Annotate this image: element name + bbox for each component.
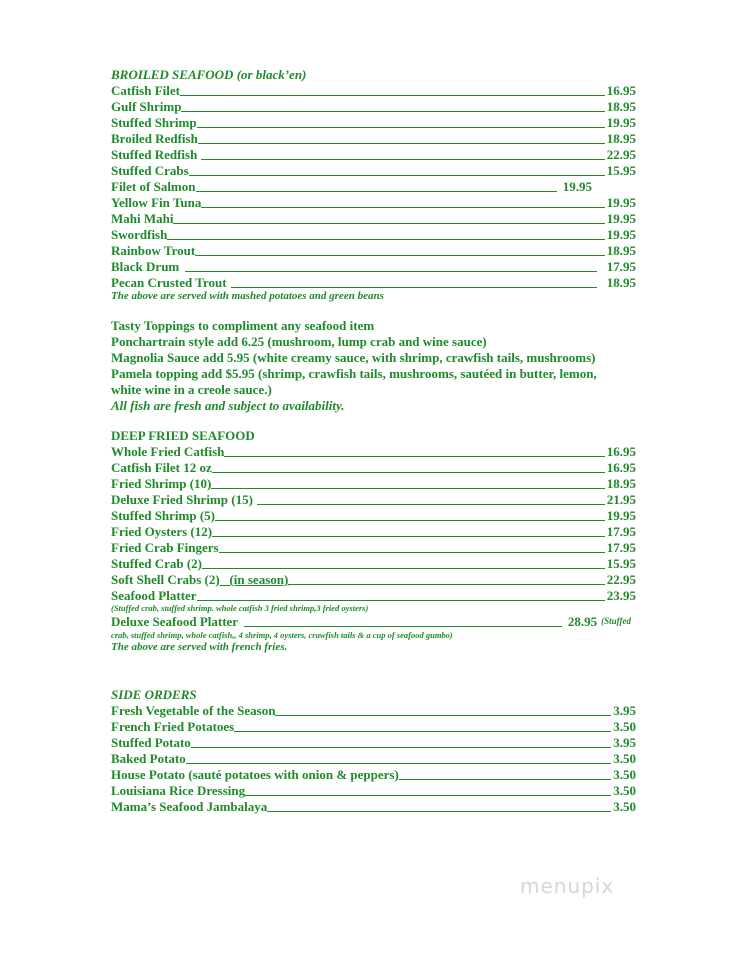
- menu-item: French Fried Potatoes 3.50: [111, 719, 636, 734]
- deluxe-platter-note: crab, stuffed shrimp, whole catfish,, 4 shrimp, 4 oysters, crawfish tails & a cup of seafood gumbo): [111, 630, 453, 640]
- seafood-platter-note: (Stuffed crab, stuffed shrimp. whole catfish 3 fried shrimp,3 fried oysters): [111, 603, 369, 613]
- menupix-watermark: menupix: [520, 874, 615, 898]
- menu-item: Deluxe Seafood Platter 28.95 (Stuffed: [111, 614, 631, 629]
- menu-item: Pecan Crusted Trout 18.95: [111, 275, 636, 290]
- broiled-note: The above are served with mashed potatoes and green beans: [111, 290, 384, 302]
- menu-item: Whole Fried Catfish 16.95: [111, 444, 636, 459]
- fried-note: The above are served with french fries.: [111, 641, 288, 653]
- menu-item: Seafood Platter 23.95: [111, 588, 636, 603]
- menu-item: Gulf Shrimp 18.95: [111, 99, 636, 114]
- topping-line: Pamela topping add $5.95 (shrimp, crawfish tails, mushrooms, sautéed in butter, lemon,: [111, 366, 597, 381]
- topping-line: Magnolia Sauce add 5.95 (white creamy sauce, with shrimp, crawfish tails, mushrooms): [111, 350, 596, 365]
- menu-item: Stuffed Potato 3.95: [111, 735, 636, 750]
- toppings-heading: Tasty Toppings to compliment any seafood item: [111, 318, 375, 333]
- menu-item: Fresh Vegetable of the Season 3.95: [111, 703, 636, 718]
- menu-item: Yellow Fin Tuna 19.95: [111, 195, 636, 210]
- menu-item: Filet of Salmon 19.95: [111, 179, 592, 194]
- menu-item: Baked Potato 3.50: [111, 751, 636, 766]
- menu-item: Stuffed Shrimp (5) 19.95: [111, 508, 636, 523]
- menu-item: Catfish Filet 16.95: [111, 83, 636, 98]
- menu-item: Rainbow Trout 18.95: [111, 243, 636, 258]
- menu-item: Mahi Mahi 19.95: [111, 211, 636, 226]
- menu-item: Fried Crab Fingers 17.95: [111, 540, 636, 555]
- menu-item: Mama’s Seafood Jambalaya 3.50: [111, 799, 636, 814]
- availability-note: All fish are fresh and subject to availability.: [111, 398, 345, 413]
- menu-item: Fried Shrimp (10) 18.95: [111, 476, 636, 491]
- broiled-seafood-heading: BROILED SEAFOOD (or black’en): [111, 67, 307, 82]
- topping-line: white wine in a creole sauce.): [111, 382, 272, 397]
- menu-item: Louisiana Rice Dressing 3.50: [111, 783, 636, 798]
- menu-item: Catfish Filet 12 oz 16.95: [111, 460, 636, 475]
- menu-item: Stuffed Crab (2) 15.95: [111, 556, 636, 571]
- menu-item: Stuffed Shrimp 19.95: [111, 115, 636, 130]
- deep-fried-seafood-heading: DEEP FRIED SEAFOOD: [111, 428, 255, 443]
- menu-item: Swordfish 19.95: [111, 227, 636, 242]
- menu-item: Soft Shell Crabs (2) (in season) 22.95: [111, 572, 636, 587]
- menu-item: Black Drum 17.95: [111, 259, 636, 274]
- menu-item: Stuffed Crabs 15.95: [111, 163, 636, 178]
- topping-line: Ponchartrain style add 6.25 (mushroom, lump crab and wine sauce): [111, 334, 487, 349]
- menu-item: Deluxe Fried Shrimp (15) 21.95: [111, 492, 636, 507]
- menu-item: House Potato (sauté potatoes with onion & peppers) 3.50: [111, 767, 636, 782]
- menu-item: Broiled Redfish 18.95: [111, 131, 636, 146]
- menu-item: Fried Oysters (12) 17.95: [111, 524, 636, 539]
- menu-item: Stuffed Redfish 22.95: [111, 147, 636, 162]
- side-orders-heading: SIDE ORDERS: [111, 687, 197, 702]
